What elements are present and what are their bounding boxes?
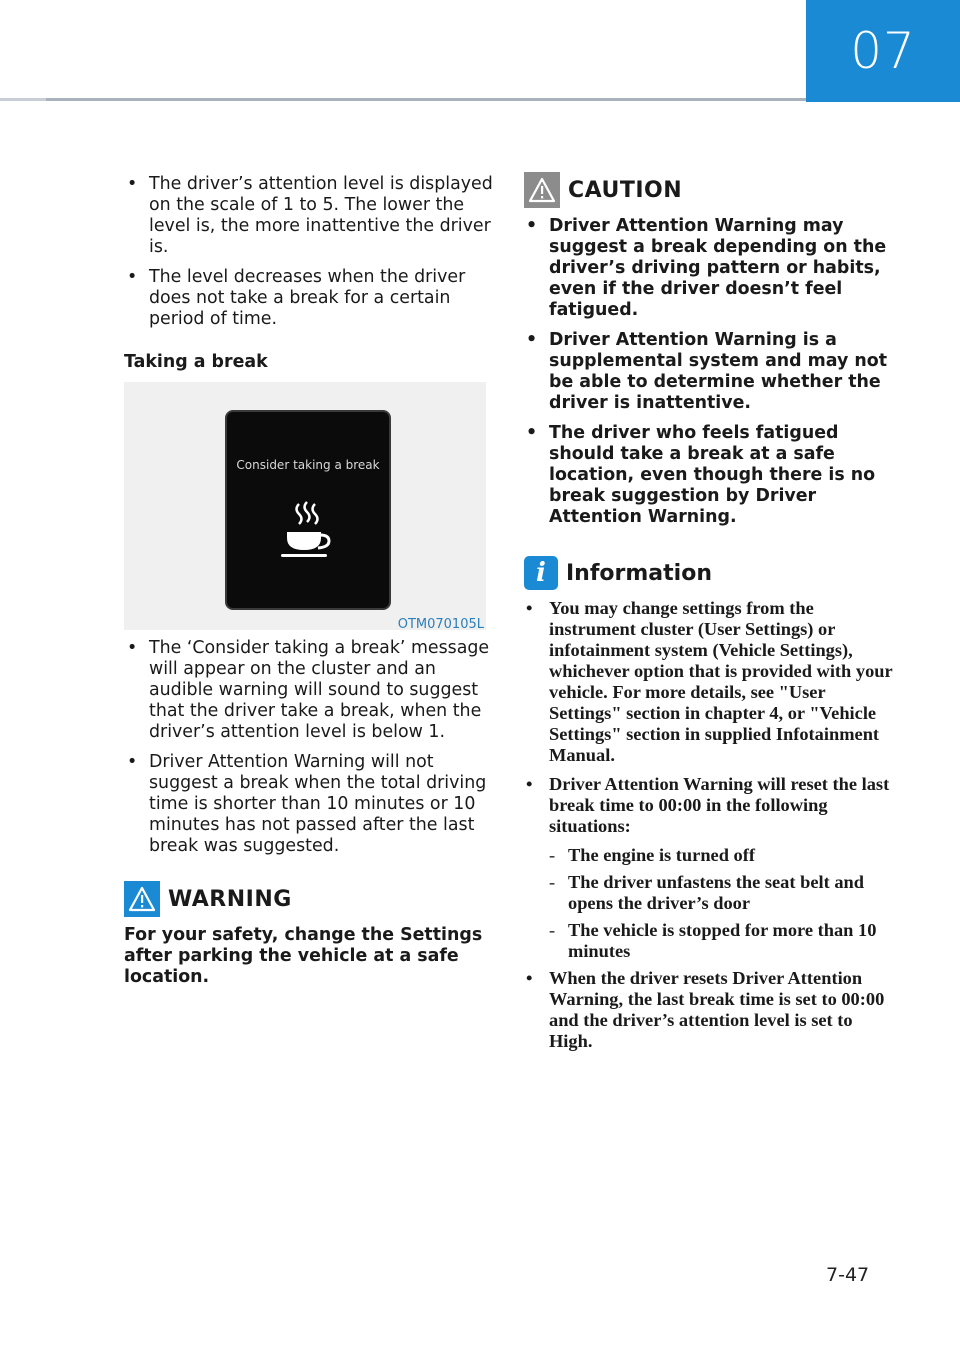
caution-icon (524, 172, 560, 208)
list-item-text: The driver’s attention level is displayed on the scale of 1 to 5. The lower the level is, the more inattentive the driver is. (149, 174, 493, 257)
info-sub-item-text: The engine is turned off (568, 845, 755, 865)
info-icon: i (524, 556, 558, 590)
bullet-icon: • (127, 267, 138, 287)
bullet-icon: • (526, 216, 538, 236)
bullet-icon: • (526, 330, 538, 350)
page-number: 7-47 (826, 1264, 870, 1286)
caution-item-text: Driver Attention Warning is a supplemental system and may not be able to determine whether the driver is inattentive. (549, 330, 888, 413)
info-item-text: You may change settings from the instrument cluster (User Settings) or infotainment system (Vehicle Settings), whichever option that is provided with your vehicle. For more details, see "User Settings" section in chapter 4, or "Vehicle Settings" section in supplied Infotainment Manual. (549, 598, 893, 765)
warning-title: WARNING (168, 886, 292, 912)
dash-icon: - (549, 872, 556, 892)
list-item (124, 174, 494, 258)
bullet-icon: • (526, 774, 533, 794)
information-title: Information (566, 560, 712, 586)
caution-item (524, 330, 894, 414)
caution-title: CAUTION (568, 177, 683, 203)
bullet-icon: • (526, 423, 538, 443)
warning-text: For your safety, change the Settings after parking the vehicle at a safe location. (124, 925, 483, 987)
list-item-text: Driver Attention Warning will not suggest a break when the total driving time is shorter than 10 minutes or 10 minutes has not passed after the last break was suggested. (149, 752, 487, 856)
list-item (124, 267, 494, 330)
left-column (124, 174, 494, 988)
info-sub-item (524, 920, 894, 962)
right-column (524, 178, 894, 1060)
section-heading: Taking a break (124, 352, 268, 372)
bullet-icon: • (127, 174, 138, 194)
dash-icon: - (549, 920, 556, 940)
list-item (124, 752, 494, 857)
dash-icon: - (549, 845, 556, 865)
caution-item-text: The driver who feels fatigued should take a break at a safe location, even though there is no break suggestion by Driver Attention Warning. (549, 423, 876, 527)
display-message: Consider taking a break (236, 458, 380, 472)
info-item-text: When the driver resets Driver Attention Warning, the last break time is set to 00:00 and the driver’s attention level is set to High. (549, 968, 885, 1051)
bullet-icon: • (526, 968, 533, 988)
figure (124, 382, 486, 630)
caution-item-text: Driver Attention Warning may suggest a break depending on the driver’s driving pattern or habits, even if the driver doesn’t feel fatigued. (549, 216, 887, 320)
caution-header (524, 172, 894, 208)
bullet-icon: • (526, 598, 533, 618)
caution-item (524, 423, 894, 528)
info-item-text: Driver Attention Warning will reset the last break time to 00:00 in the following situations: (549, 774, 890, 836)
info-sub-item (524, 872, 894, 914)
list-item-text: The level decreases when the driver does not take a break for a certain period of time. (149, 267, 466, 329)
information-header (524, 556, 894, 590)
warning-icon (124, 881, 160, 917)
header-rule (0, 98, 806, 101)
info-sub-item-text: The driver unfastens the seat belt and opens the driver’s door (568, 872, 864, 913)
list-item-text: The ‘Consider taking a break’ message will appear on the cluster and an audible warning will sound to suggest that the driver take a break, when the driver’s attention level is below 1. (149, 638, 490, 742)
info-item (524, 774, 894, 837)
info-sub-item (524, 845, 894, 866)
bullet-icon: • (127, 638, 138, 658)
list-item (124, 638, 494, 743)
coffee-cup-icon (275, 498, 339, 562)
warning-header (124, 881, 494, 917)
cluster-display (225, 410, 391, 610)
info-item (524, 968, 894, 1052)
caution-item (524, 216, 894, 321)
figure-code: OTM070105L (397, 617, 484, 632)
info-item (524, 598, 894, 766)
header-rule-accent (0, 98, 46, 101)
info-sub-item-text: The vehicle is stopped for more than 10 minutes (568, 920, 877, 961)
chapter-tab: 07 (806, 0, 960, 102)
bullet-icon: • (127, 752, 138, 772)
